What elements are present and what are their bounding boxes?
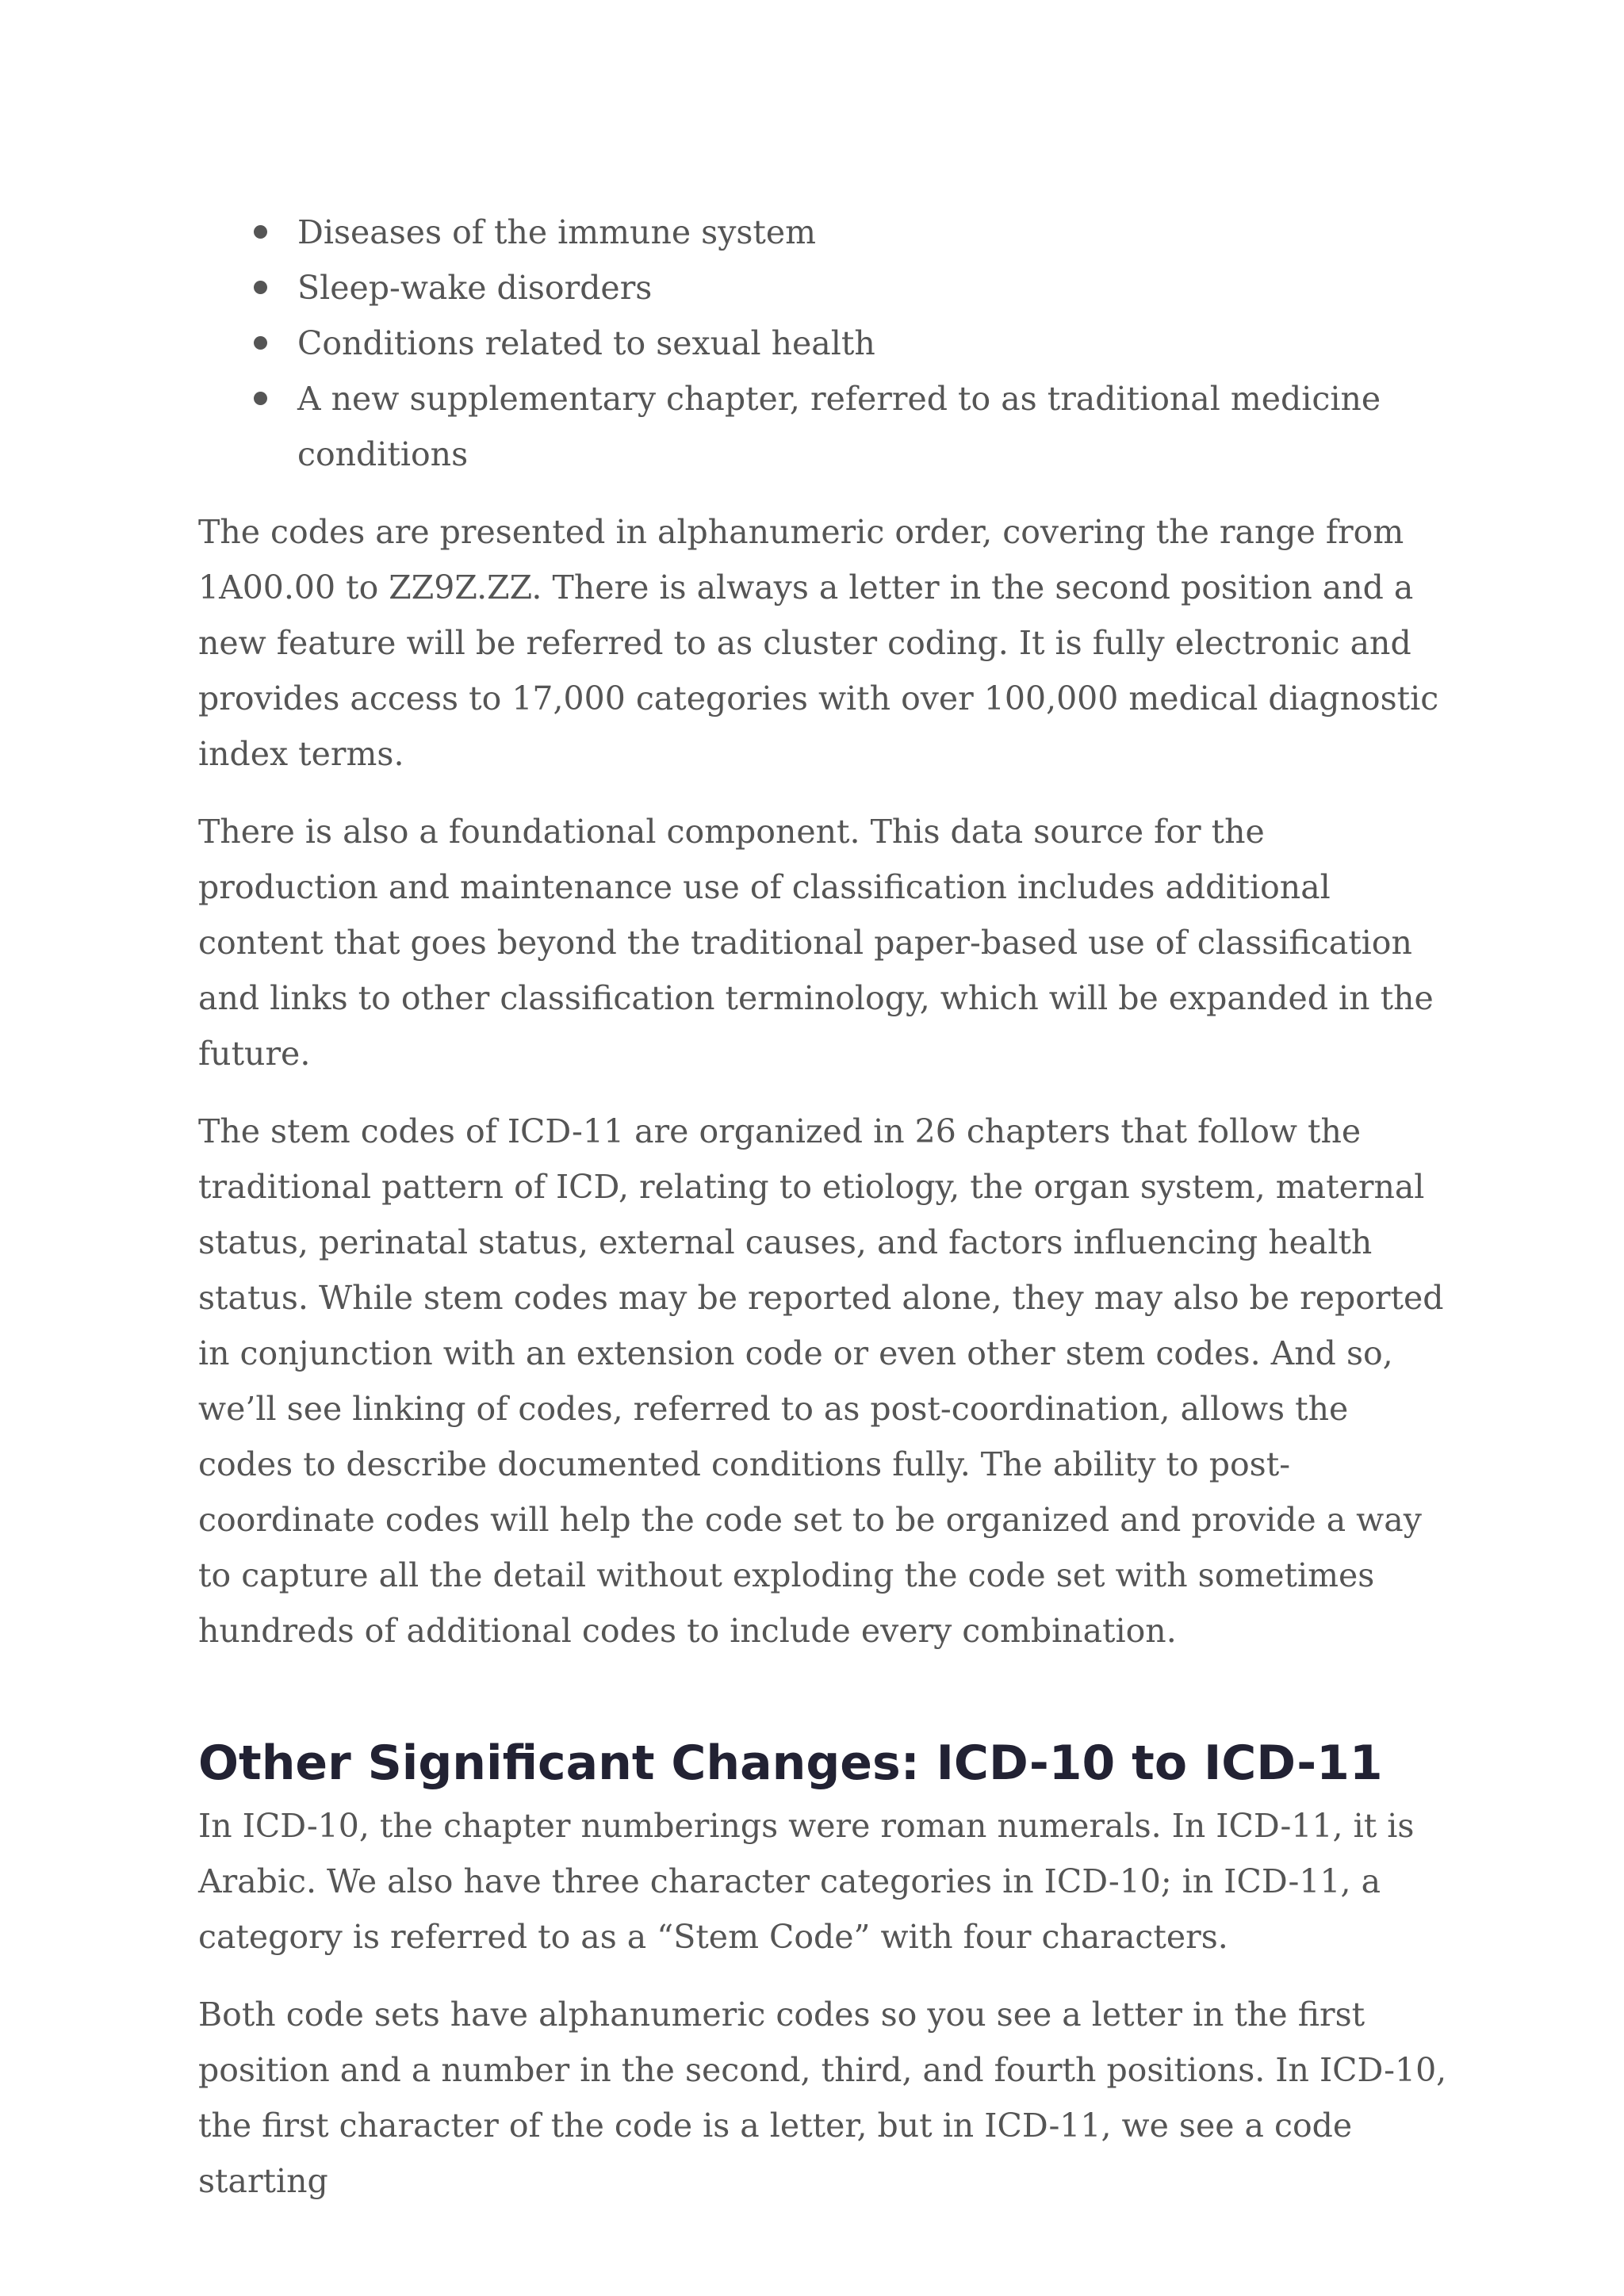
bullet-icon	[254, 392, 267, 405]
bullet-icon	[254, 281, 267, 294]
bullet-icon	[254, 225, 267, 239]
chapter-list	[198, 205, 1451, 482]
list-item	[297, 260, 1451, 316]
list-item-text: Sleep-wake disorders	[297, 269, 653, 307]
list-item-text: Diseases of the immune system	[297, 213, 817, 251]
list-item	[297, 371, 1451, 482]
paragraph-foundation: There is also a foundational component. This data source for the production and maintenance use of classification includes additional content that goes beyond the traditional paper-based use of classification and links to other classification terminology, which will be expanded in the future.	[198, 813, 1434, 1073]
document-page	[198, 205, 1451, 2209]
paragraph-stem-codes: The stem codes of ICD-11 are organized in 26 chapters that follow the traditional pattern of ICD, relating to etiology, the organ system, maternal status, perinatal status, external causes, and factors influencing health status. While stem codes may be reported alone, they may also be reported in conjunction with an extension code or even other stem codes. And so, we’ll see linking of codes, referred to as post-coordination, allows the codes to describe documented conditions fully. The ability to post-coordinate codes will help the code set to be organized and provide a way to capture all the detail without exploding the code set with sometimes hundreds of additional codes to include every combination.	[198, 1112, 1444, 1650]
section-heading: Other Significant Changes: ICD-10 to ICD-11	[198, 1735, 1383, 1791]
bullet-icon	[254, 336, 267, 350]
paragraph-alphanumeric-codes: Both code sets have alphanumeric codes so you see a letter in the first position and a number in the second, third, and fourth positions. In ICD-10, the first character of the code is a letter, but in ICD-11, we see a code starting	[198, 1996, 1447, 2200]
list-item	[297, 316, 1451, 371]
list-item-text: A new supplementary chapter, referred to as traditional medicine conditions	[297, 380, 1381, 473]
list-item-text: Conditions related to sexual health	[297, 324, 875, 362]
paragraph-chapter-numbering: In ICD-10, the chapter numberings were roman numerals. In ICD-11, it is Arabic. We also have three character categories in ICD-10; in ICD-11, a category is referred to as a “Stem Code” with four characters.	[198, 1807, 1415, 1956]
paragraph-code-range: The codes are presented in alphanumeric order, covering the range from 1A00.00 to ZZ9Z.ZZ. There is always a letter in the second position and a new feature will be referred to as cluster coding. It is fully electronic and provides access to 17,000 categories with over 100,000 medical diagnostic index terms.	[198, 513, 1439, 773]
list-item	[297, 205, 1451, 260]
